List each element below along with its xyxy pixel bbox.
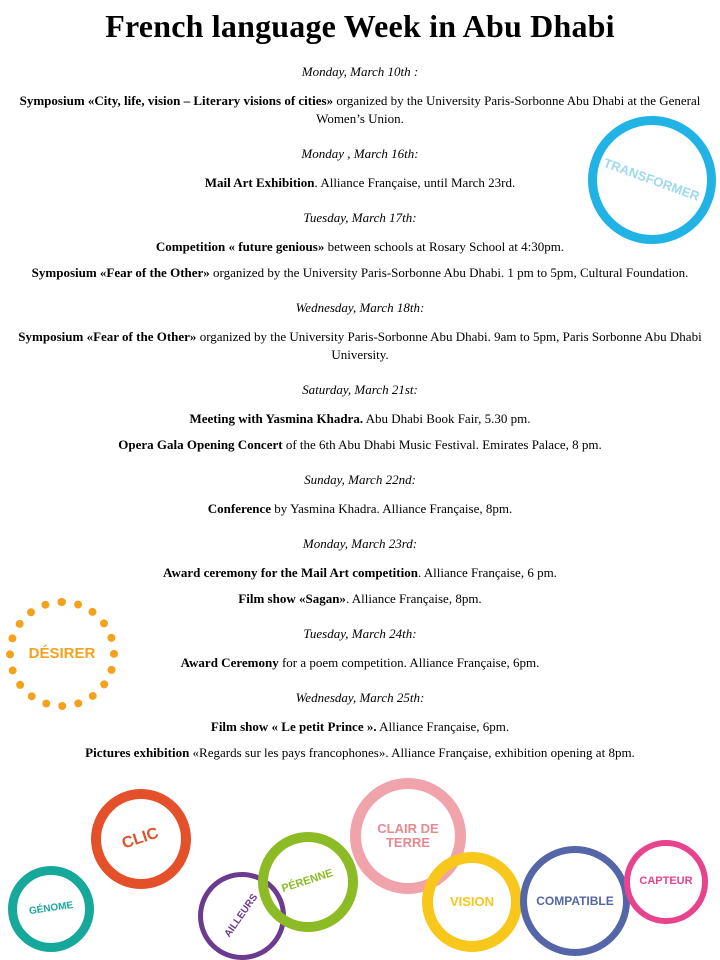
event-item: Meeting with Yasmina Khadra. Abu Dhabi Book Fair, 5.30 pm. bbox=[189, 411, 531, 426]
day-heading: Tuesday, March 24th: bbox=[303, 626, 417, 641]
ring-vision: VISION bbox=[422, 852, 522, 952]
ring-clic: CLIC bbox=[91, 789, 191, 889]
event-item: Conference by Yasmina Khadra. Alliance Française, 8pm. bbox=[207, 501, 513, 516]
event-item: Symposium «Fear of the Other» organized by the University Paris-Sorbonne Abu Dhabi. 1 pm to 5pm, Cultural Foundation. bbox=[31, 265, 689, 280]
ring-clair-de-terre: CLAIR DE TERRE bbox=[350, 778, 466, 894]
page-title: French language Week in Abu Dhabi bbox=[105, 8, 615, 44]
ring-perenne: PÉRENNE bbox=[258, 832, 358, 932]
ring-capteur: CAPTEUR bbox=[624, 840, 708, 924]
day-heading: Saturday, March 21st: bbox=[302, 382, 418, 397]
event-item: Award Ceremony for a poem competition. Alliance Française, 6pm. bbox=[180, 655, 540, 670]
day-heading: Monday , March 16th: bbox=[301, 146, 419, 161]
event-item: Mail Art Exhibition. Alliance Française, until March 23rd. bbox=[204, 175, 516, 190]
day-heading: Sunday, March 22nd: bbox=[304, 472, 416, 487]
event-item: Symposium «City, life, vision – Literary visions of cities» organized by the University Paris-Sorbonne Abu Dhabi at the General Women’s Union. bbox=[19, 93, 701, 126]
day-heading: Tuesday, March 17th: bbox=[303, 210, 417, 225]
ring-compatible: COMPATIBLE bbox=[520, 846, 630, 956]
day-heading: Monday, March 23rd: bbox=[302, 536, 418, 551]
event-item: Opera Gala Opening Concert of the 6th Abu Dhabi Music Festival. Emirates Palace, 8 pm. bbox=[118, 437, 602, 452]
event-item: Symposium «Fear of the Other» organized by the University Paris-Sorbonne Abu Dhabi. 9am to 5pm, Paris Sorbonne Abu Dhabi University. bbox=[18, 329, 702, 362]
ring-ailleurs: AILLEURS bbox=[198, 872, 286, 960]
event-item: Film show «Sagan». Alliance Française, 8pm. bbox=[238, 591, 482, 606]
event-item: Award ceremony for the Mail Art competition. Alliance Française, 6 pm. bbox=[163, 565, 557, 580]
day-heading: Wednesday, March 25th: bbox=[295, 690, 425, 705]
ring-transformer: TRANSFORMER bbox=[588, 116, 716, 244]
event-item: Pictures exhibition «Regards sur les pays francophones». Alliance Française, exhibition opening at 8pm. bbox=[85, 745, 635, 760]
event-item: Competition « future genious» between schools at Rosary School at 4:30pm. bbox=[155, 239, 565, 254]
ring-genome: GÉNOME bbox=[8, 866, 94, 952]
event-item: Film show « Le petit Prince ». Alliance Française, 6pm. bbox=[210, 719, 510, 734]
day-heading: Wednesday, March 18th: bbox=[295, 300, 425, 315]
ring-desirer: DÉSIRER bbox=[6, 598, 118, 710]
day-heading: Monday, March 10th : bbox=[301, 64, 419, 79]
